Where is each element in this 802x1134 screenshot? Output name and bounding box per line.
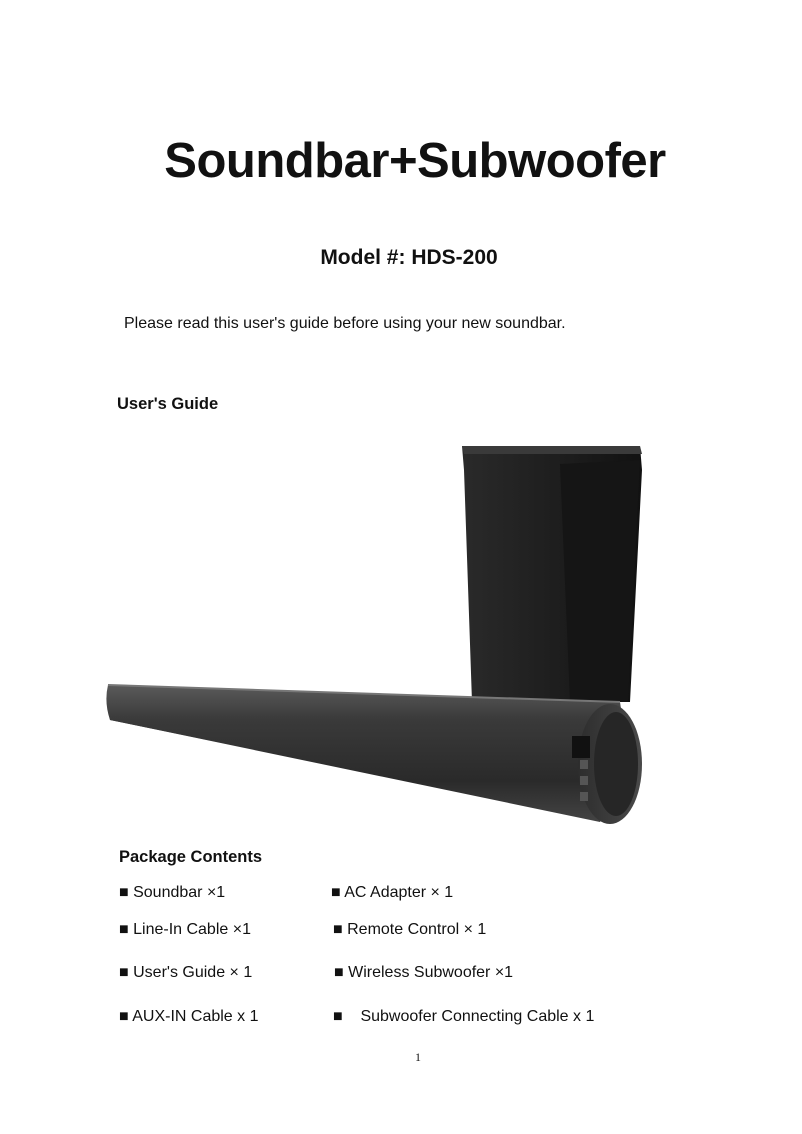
package-item: ■ Remote Control × 1 bbox=[333, 921, 487, 938]
page-number: 1 bbox=[415, 1050, 421, 1064]
package-item: ■ AC Adapter × 1 bbox=[331, 884, 454, 901]
document-title: Soundbar+Subwoofer bbox=[164, 134, 666, 188]
package-item: ■ Subwoofer Connecting Cable x 1 bbox=[333, 1008, 595, 1025]
product-image bbox=[100, 440, 660, 830]
package-item: ■ Wireless Subwoofer ×1 bbox=[334, 964, 514, 981]
package-contents-heading: Package Contents bbox=[119, 848, 263, 866]
package-item: ■ User's Guide × 1 bbox=[119, 964, 253, 981]
model-number: Model #: HDS-200 bbox=[320, 246, 498, 269]
package-item: ■ AUX-IN Cable x 1 bbox=[119, 1008, 259, 1025]
package-item: ■ Soundbar ×1 bbox=[119, 884, 226, 901]
users-guide-heading: User's Guide bbox=[117, 395, 219, 413]
package-item: ■ Line-In Cable ×1 bbox=[119, 921, 251, 938]
intro-text: Please read this user's guide before using your new soundbar. bbox=[124, 315, 566, 332]
